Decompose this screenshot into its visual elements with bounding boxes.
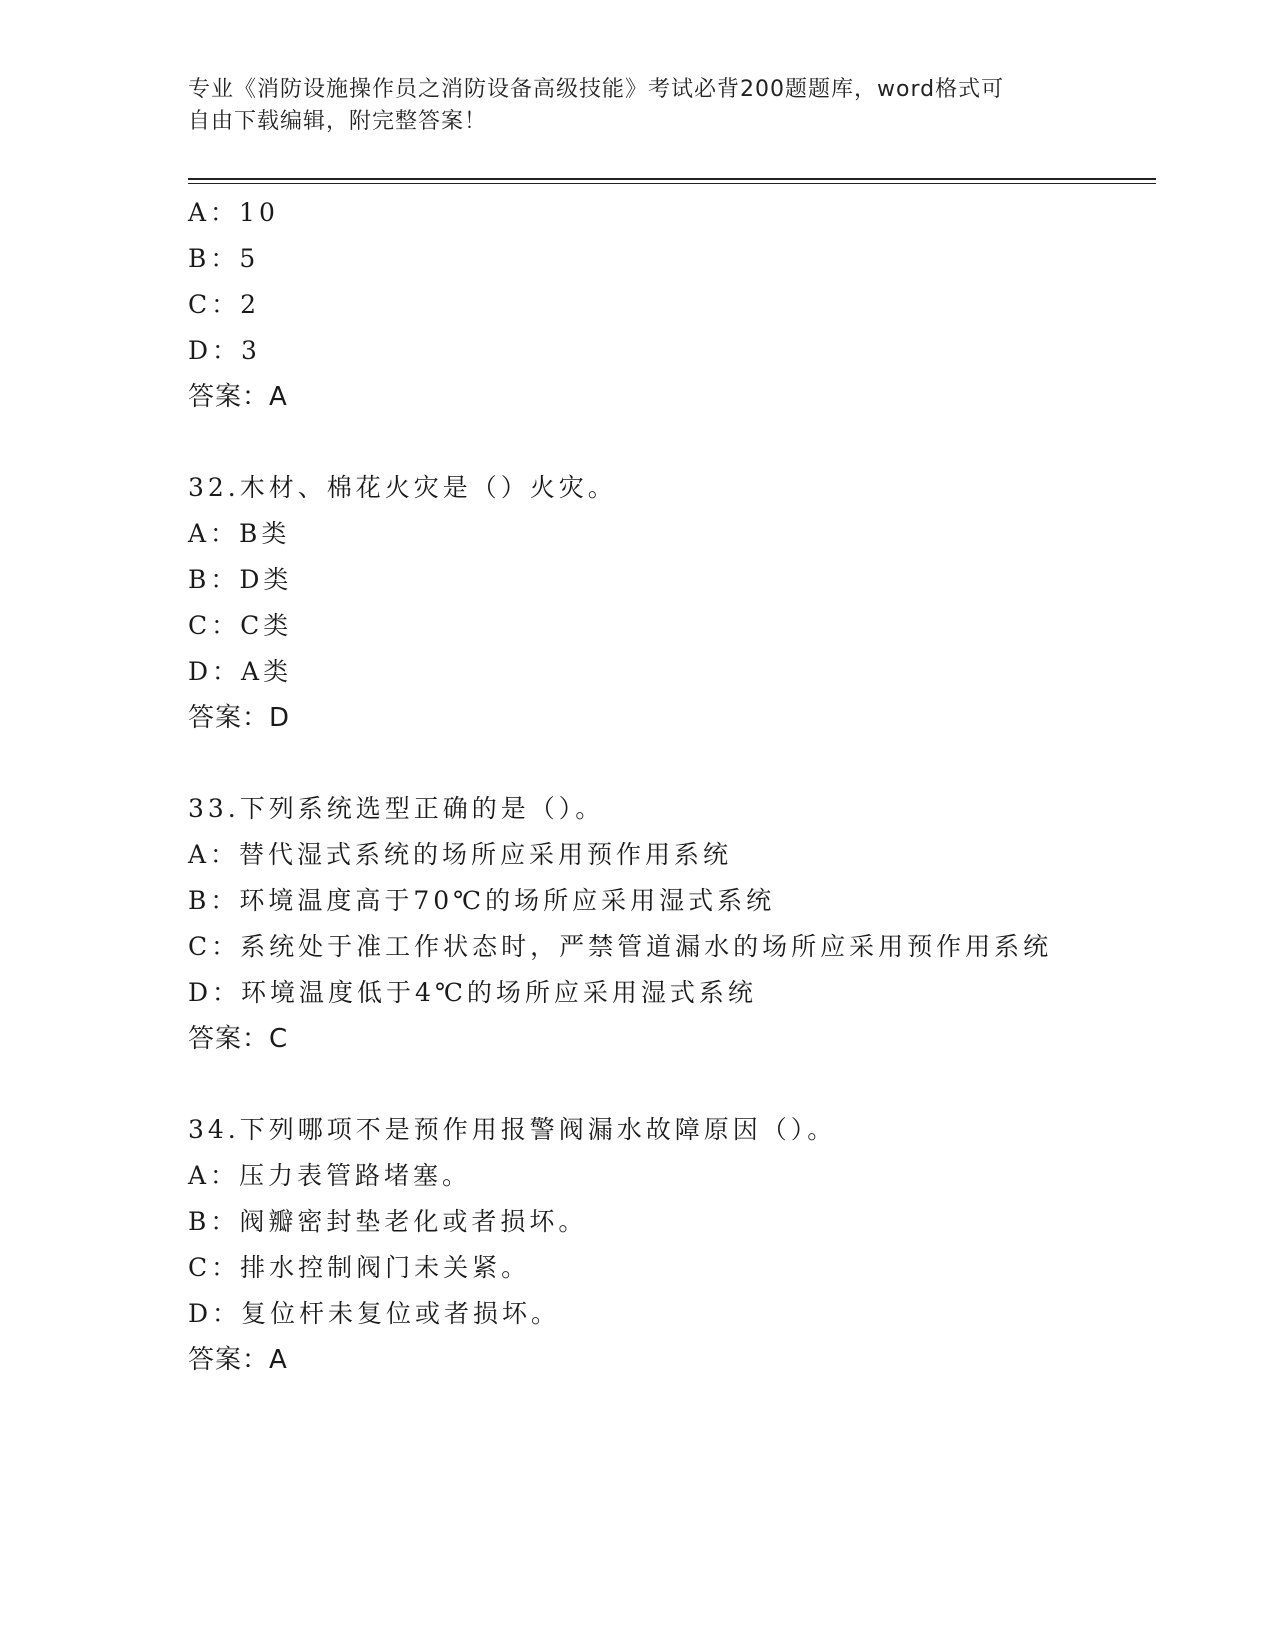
option-d: D：复位杆未复位或者损坏。 [188, 1299, 561, 1328]
option-c: C：系统处于准工作状态时，严禁管道漏水的场所应采用预作用系统 [188, 932, 1053, 961]
option-d: D：3 [188, 336, 261, 365]
spacer [188, 741, 1148, 786]
spacer [188, 1062, 1148, 1107]
answer-line: 答案：C [188, 1024, 289, 1054]
question-stem: 34.下列哪项不是预作用报警阀漏水故障原因（）。 [188, 1115, 837, 1144]
header-line-1: 专业《消防设施操作员之消防设备高级技能》考试必背200题题库，word格式可 [188, 77, 1005, 102]
option-a: A：B类 [188, 519, 291, 548]
answer-line: 答案：A [188, 382, 288, 412]
header-divider-thin [188, 183, 1156, 184]
document-header [188, 74, 1068, 138]
option-d: D：A类 [188, 657, 293, 686]
header-line-2: 自由下载编辑，附完整答案！ [188, 109, 488, 134]
option-b: B：5 [188, 244, 260, 273]
question-list [188, 190, 1148, 1383]
question-stem: 32.木材、棉花火灾是（）火灾。 [188, 473, 617, 502]
header-divider-thick [188, 178, 1156, 180]
answer-line: 答案：D [188, 703, 291, 733]
option-b: B：环境温度高于70℃的场所应采用湿式系统 [188, 886, 776, 915]
option-c: C：C类 [188, 611, 293, 640]
option-c: C：排水控制阀门未关紧。 [188, 1253, 531, 1282]
answer-line: 答案：A [188, 1345, 288, 1375]
option-a: A：10 [188, 198, 279, 227]
option-a: A：替代湿式系统的场所应采用预作用系统 [188, 840, 733, 869]
option-b: B：阀瓣密封垫老化或者损坏。 [188, 1207, 588, 1236]
question-stem: 33.下列系统选型正确的是（）。 [188, 794, 605, 823]
spacer [188, 420, 1148, 465]
option-c: C：2 [188, 290, 261, 319]
option-d: D：环境温度低于4℃的场所应采用湿式系统 [188, 978, 757, 1007]
option-a: A：压力表管路堵塞。 [188, 1161, 472, 1190]
option-b: B：D类 [188, 565, 293, 594]
question-34 [188, 1107, 1148, 1383]
question-33 [188, 786, 1148, 1062]
question-31 [188, 190, 1148, 420]
question-32 [188, 465, 1148, 741]
